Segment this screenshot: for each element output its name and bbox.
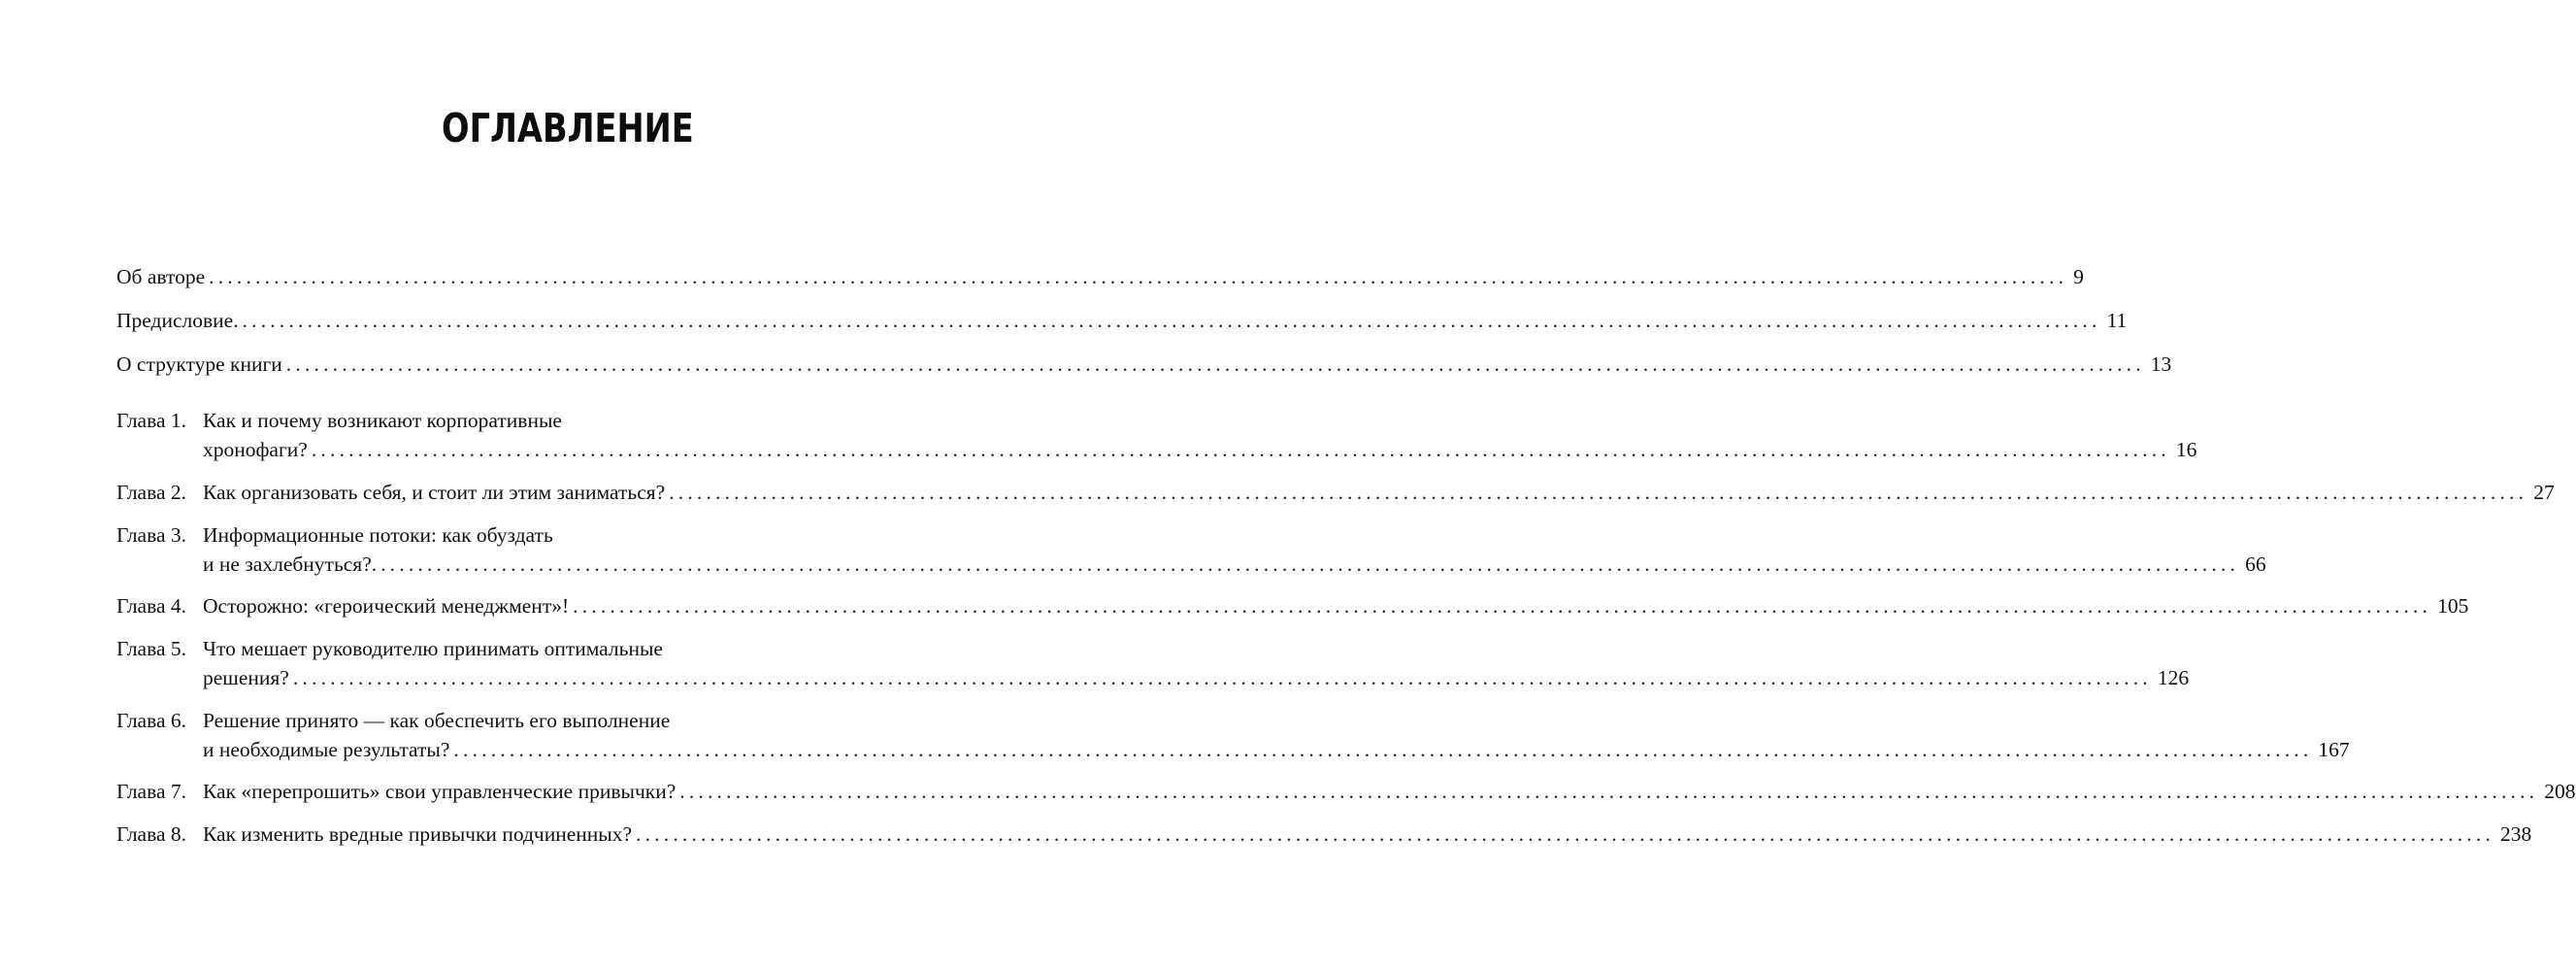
toc-entry-page: 208 [2544,780,2576,803]
chapter-title-line1: Решение принято — как обеспечить его выполнение [203,709,671,732]
chapter-title-line1: Осторожно: «героический менеджмент»! [203,594,570,618]
toc-entry-chapter-5 [116,634,2190,692]
dot-leader: ........................................................................................................................................................................................................ [285,352,2145,376]
toc-entry-about-author [116,262,2084,291]
chapter-prefix: Глава 7. [116,780,186,803]
toc-entry-page: 27 [2533,481,2555,504]
dot-leader: ........................................................................................................................................................................................................ [453,738,2313,761]
chapter-prefix: Глава 8. [116,822,186,846]
toc-entry-page: 126 [2157,666,2190,689]
dot-leader: ........................................................................................................................................................................................................ [669,481,2528,504]
toc-entry-chapter-8 [116,820,2532,849]
chapter-title-line2: и необходимые результаты? [203,738,450,761]
toc-entry-chapter-3 [116,520,2266,579]
toc-entry-page: 66 [2245,552,2266,576]
dot-leader: ........................................................................................................................................................................................................ [679,780,2539,803]
toc-entry-label: О структуре книги [116,352,282,376]
dot-leader: ........................................................................................................................................................................................................ [380,552,2240,576]
toc-entry-page: 11 [2106,309,2128,332]
chapter-prefix: Глава 4. [116,594,186,618]
chapter-title-line2: решения? [203,666,289,689]
chapter-prefix: Глава 2. [116,481,186,504]
toc-entry-label: Предисловие. [116,309,239,332]
toc-entry-page: 9 [2073,265,2084,288]
toc-entry-page: 13 [2150,352,2172,376]
page-title: ОГЛАВЛЕНИЕ [442,105,694,151]
toc-entry-page: 167 [2318,738,2350,761]
toc-entry-book-structure [116,350,2172,379]
chapter-title-line1: Информационные потоки: как обуздать [203,523,553,547]
chapter-prefix: Глава 5. [116,637,186,660]
dot-leader: ........................................................................................................................................................................................................ [292,666,2152,689]
chapter-title-line2: и не захлебнуться?. [203,552,378,576]
dot-leader: ........................................................................................................................................................................................................ [636,822,2495,846]
chapter-title-line1: Что мешает руководителю принимать оптимальные [203,637,663,660]
toc-entry-page: 16 [2175,438,2197,461]
toc-entry-chapter-4 [116,591,2469,620]
toc-entry-page: 238 [2500,822,2532,846]
dot-leader: ........................................................................................................................................................................................................ [242,309,2101,332]
toc-entry-label: Об авторе [116,265,206,288]
toc-entry-chapter-2 [116,478,2555,507]
dot-leader: ........................................................................................................................................................................................................ [209,265,2068,288]
chapter-prefix: Глава 1. [116,409,186,432]
chapter-title-line2: хронофаги? [203,438,308,461]
chapter-title-line1: Как изменить вредные привычки подчиненных? [203,822,633,846]
dot-leader: ........................................................................................................................................................................................................ [573,594,2432,618]
toc-entry-chapter-7 [116,777,2576,806]
toc-entry-chapter-6 [116,706,2350,764]
chapter-title-line1: Как и почему возникают корпоративные [203,409,562,432]
chapter-prefix: Глава 3. [116,523,186,547]
toc-entry-preface [116,306,2128,335]
chapter-title-line1: Как «перепрошить» свои управленческие привычки? [203,780,677,803]
chapter-title-line1: Как организовать себя, и стоит ли этим заниматься? [203,481,666,504]
dot-leader: ........................................................................................................................................................................................................ [311,438,2170,461]
toc-entry-chapter-1 [116,406,2197,464]
toc-entry-page: 105 [2437,594,2469,618]
chapter-prefix: Глава 6. [116,709,186,732]
